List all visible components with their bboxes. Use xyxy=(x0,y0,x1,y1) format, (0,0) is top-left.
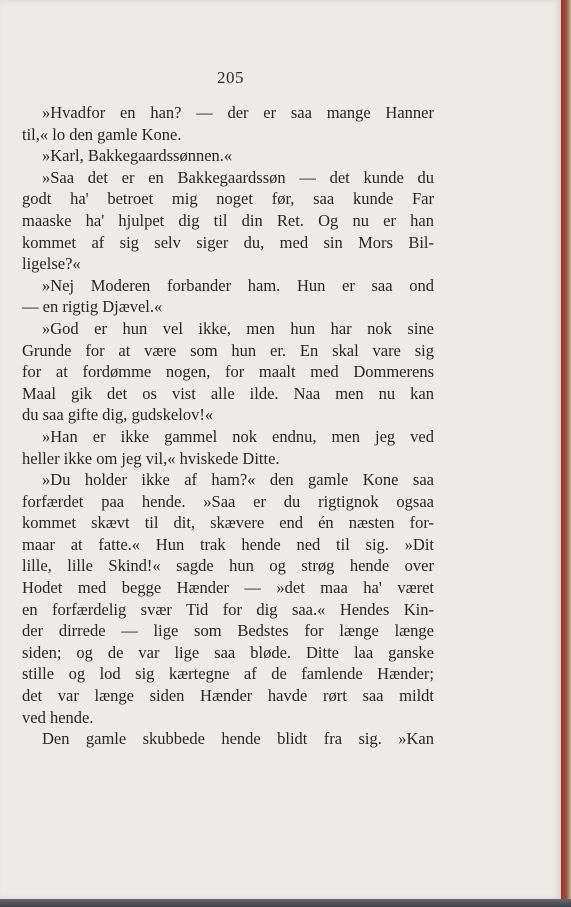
text-line: ved hende. xyxy=(22,707,94,727)
text-line: kommet af sig selv siger du, med sin Mors Bil- xyxy=(22,232,434,252)
text-line: ligelse?« xyxy=(22,254,81,274)
text-line: »Hvadfor en han? — der er saa mange Hanner xyxy=(42,103,434,122)
text-line: for at fordømme nogen, for maalt med Dommerens xyxy=(22,362,434,382)
text-line: »Nej Moderen forbander ham. Hun er saa ond xyxy=(42,275,434,295)
text-line: heller ikke om jeg vil,« hviskede Ditte. xyxy=(22,448,280,468)
text-line: stille og lod sig kærtegne af de famlende Hænder; xyxy=(22,664,434,684)
body-text xyxy=(22,102,434,750)
text-line: du saa gifte dig, gudskelov!« xyxy=(22,405,214,425)
text-line: en forfærdelig svær Tid for dig saa.« Hendes Kin- xyxy=(22,599,434,619)
text-line: — en rigtig Djævel.« xyxy=(22,297,163,317)
text-line: lille, lille Skind!« sagde hun og strøg hende over xyxy=(22,556,434,576)
book-edge-right xyxy=(561,0,571,907)
text-line: Den gamle skubbede hende blidt fra sig. »Kan xyxy=(42,729,434,749)
text-line: til,« lo den gamle Kone. xyxy=(22,124,182,144)
text-line: Hodet med begge Hænder — »det maa ha' været xyxy=(22,578,434,598)
text-line: kommet skævt til dit, skævere end én næsten for- xyxy=(22,513,434,533)
text-line: godt ha' betroet mig noget før, saa kunde Far xyxy=(22,189,434,209)
text-line: siden; og de var lige saa bløde. Ditte laa ganske xyxy=(22,642,434,662)
text-line: Grunde for at være som hun er. En skal vare sig xyxy=(22,340,434,360)
text-line: maar at fatte.« Hun trak hende ned til sig. »Dit xyxy=(22,534,434,554)
text-line: maaske ha' hjulpet dig til din Ret. Og nu er han xyxy=(22,210,434,230)
text-line: »Saa det er en Bakkegaardssøn — det kunde du xyxy=(42,167,434,187)
text-line: forfærdet paa hende. »Saa er du rigtignok ogsaa xyxy=(22,491,434,511)
text-line: »Karl, Bakkegaardssønnen.« xyxy=(42,146,233,166)
text-line: »God er hun vel ikke, men hun har nok sine xyxy=(42,318,434,338)
text-line: der dirrede — lige som Bedstes for længe længe xyxy=(22,621,434,641)
text-line: »Du holder ikke af ham?« den gamle Kone saa xyxy=(42,470,434,490)
text-line: det var længe siden Hænder havde rørt saa mildt xyxy=(22,686,434,706)
page-number: 205 xyxy=(217,68,244,87)
book-edge-bottom xyxy=(0,899,571,907)
text-line: »Han er ikke gammel nok endnu, men jeg ved xyxy=(42,426,434,446)
text-line: Maal gik det os vist alle ilde. Naa men nu kan xyxy=(22,383,434,403)
